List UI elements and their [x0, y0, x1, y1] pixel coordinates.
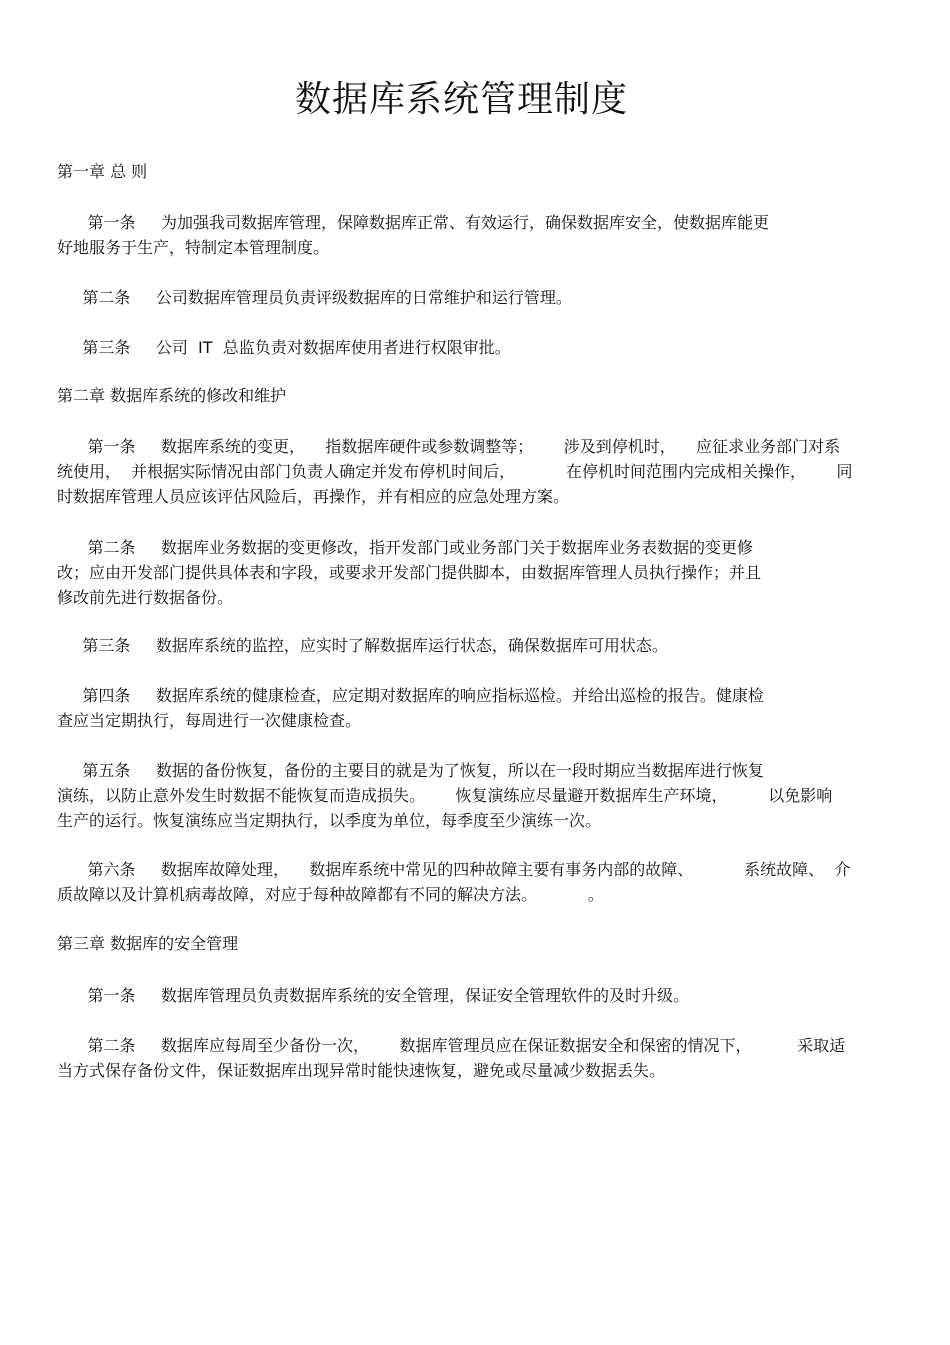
paragraph-line: 第二条 数据库业务数据的变更修改，指开发部门或业务部门关于数据库业务表数据的变更修 — [57, 538, 753, 557]
paragraph-line: 第四条 数据库系统的健康检查，应定期对数据库的响应指标巡检。并给出巡检的报告。健康检 — [57, 686, 764, 705]
paragraph-line: 改；应由开发部门提供具体表和字段，或要求开发部门提供脚本，由数据库管理人员执行操作；并且 — [57, 563, 762, 582]
paragraph-line: 第二条 公司数据库管理员负责评级数据库的日常维护和运行管理。 — [57, 288, 572, 307]
paragraph-line: 第一条 数据库管理员负责数据库系统的安全管理，保证安全管理软件的及时升级。 — [57, 986, 689, 1005]
paragraph-line: 第三条 数据库系统的监控，应实时了解数据库运行状态，确保数据库可用状态。 — [57, 636, 668, 655]
paragraph-line: 生产的运行。恢复演练应当定期执行，以季度为单位，每季度至少演练一次。 — [57, 811, 602, 830]
chapter-2-heading: 第二章 数据库系统的修改和维护 — [57, 386, 287, 405]
paragraph-line: 修改前先进行数据备份。 — [57, 588, 234, 607]
paragraph-line: 查应当定期执行，每周进行一次健康检查。 — [57, 711, 362, 730]
paragraph-line: 第三条 公司 IT 总监负责对数据库使用者进行权限审批。 — [57, 338, 511, 357]
chapter-2-article-1 — [57, 434, 897, 509]
chapter-2-article-6 — [57, 857, 897, 907]
paragraph-line: 第一条 为加强我司数据库管理，保障数据库正常、有效运行，确保数据库安全，使数据库能更 — [57, 213, 769, 232]
paragraph-line: 第二条 数据库应每周至少备份一次， 数据库管理员应在保证数据安全和保密的情况下， 采取适 — [57, 1036, 846, 1055]
paragraph-line: 当方式保存备份文件，保证数据库出现异常时能快速恢复，避免或尽量减少数据丢失。 — [57, 1061, 666, 1080]
chapter-3-heading: 第三章 数据库的安全管理 — [57, 934, 239, 953]
chapter-1-article-2 — [57, 285, 897, 310]
chapter-3-article-1 — [57, 983, 897, 1008]
chapter-2-article-4 — [57, 683, 897, 733]
paragraph-line: 好地服务于生产，特制定本管理制度。 — [57, 238, 330, 257]
chapter-2-article-5 — [57, 758, 897, 833]
chapter-2-article-3 — [57, 633, 897, 658]
chapter-1-heading: 第一章 总 则 — [57, 162, 148, 181]
chapter-3-article-2 — [57, 1033, 897, 1083]
paragraph-line: 质故障以及计算机病毒故障，对应于每种故障都有不同的解决方法。 。 — [57, 885, 604, 904]
paragraph-line: 第五条 数据的备份恢复，备份的主要目的就是为了恢复，所以在一段时期应当数据库进行恢复 — [57, 761, 764, 780]
paragraph-line: 第一条 数据库系统的变更， 指数据库硬件或参数调整等； 涉及到停机时， 应征求业务部门对系 — [57, 437, 841, 456]
chapter-2-article-2 — [57, 535, 897, 610]
paragraph-line: 演练，以防止意外发生时数据不能恢复而造成损失。 恢复演练应尽量避开数据库生产环境， 以免影响 — [57, 786, 833, 805]
chapter-1-article-1 — [57, 210, 897, 260]
paragraph-line: 统使用， 并根据实际情况由部门负责人确定并发布停机时间后， 在停机时间范围内完成相关操作， 同 — [57, 462, 853, 481]
paragraph-line: 时数据库管理人员应该评估风险后，再操作，并有相应的应急处理方案。 — [57, 487, 570, 506]
paragraph-line: 第六条 数据库故障处理， 数据库系统中常见的四种故障主要有事务内部的故障、 系统故障、 介 — [57, 860, 851, 879]
document-title: 数据库系统管理制度 — [294, 79, 628, 120]
chapter-1-article-3 — [57, 335, 897, 360]
